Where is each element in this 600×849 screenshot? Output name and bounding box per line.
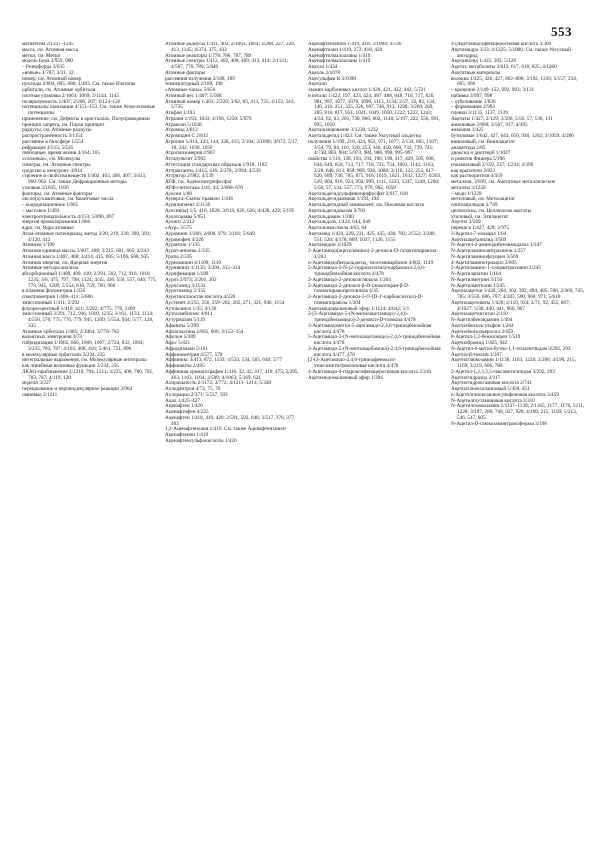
index-entry: аммония 1/425	[451, 127, 484, 134]
index-entry: 8-Ацетил-1,2-бензопирен 1/519	[451, 334, 521, 341]
index-entry: узловые 2/1035, 1036	[22, 184, 69, 191]
index-entry: Атомизм 1/190	[22, 242, 55, 249]
index-entry: Атом-атомные потенциалы, метод 3/20, 219, 220, 390, 391; 4/120, 412	[22, 230, 151, 243]
index-entry: набивка 3/997, 998	[451, 92, 493, 99]
index-entry: метиловый, см. Метилацетат	[451, 196, 515, 203]
index-entry: Атропоизомерия 2/907	[165, 150, 216, 157]
index-entry: Аулнит 2/213	[165, 219, 195, 226]
index-entry: Ацетамидин 3/1029	[308, 242, 352, 249]
index-entry: ядра, см. Ядра атомные	[22, 225, 74, 231]
index-entry: Ацал 1/425–427	[165, 397, 200, 404]
index-entry: металлов, 3/839, см. Ацетатные металлические	[451, 179, 556, 185]
index-entry: Ацетилацетанилид 3/569	[451, 236, 507, 243]
index-column-2	[165, 42, 300, 839]
index-entry: Атомная масса 1/407, 408; 3/414, 415, 605; 5/106, 508, 935	[22, 253, 149, 260]
index-entry: 2-Ацетамидо-2-дезокси-β-D-глюкопиран-β-D-глюкопиранопротоиназа 4/35	[308, 282, 410, 295]
index-entry: Ацетилацетон 1/428, 264, 302, 392, 484, 485, 596; 2/369, 745, 785; 3/556, 686, 797; 4/203, 500, 960, 971; 5/610	[451, 288, 584, 300]
index-entry: Ацетилбензолсульфон 1/264	[451, 322, 514, 329]
index-entry: N-Ацетилапатин 1/164	[451, 271, 502, 277]
index-entry: Атомные радиусы 1/411, 403; 2/1063, 1064; 3/208, 227, 228, 413, 1145; 4/374, 375, 432	[165, 42, 296, 53]
index-entry: Ацетальдимин 1/200	[308, 213, 354, 220]
index-entry: – кроцелие 2/149–152, 992, 993; 3/131	[451, 87, 535, 93]
index-entry: N-Ацетилглюкозамин 1/1137–1139; 2/1165, 1177, 1178, 1211, 1228; 3/197, 286, 748, 927, 928; 4/190, 215, 1169; 5/213, 546, 547, 605	[451, 403, 585, 421]
index-entry: интегральные выражения, см. Молекулярные интегралы	[22, 357, 147, 364]
page-number: 553	[551, 24, 572, 39]
index-entry: 5-Ацетамидо-3-N-(2-гидроксиэтил)-карбамоил-2,4,6-трииодбензойная кислота 4/478	[308, 265, 426, 277]
index-entry: 4-Ацетиламинотриацил 2/605	[451, 259, 517, 266]
index-entry: Афолон 5/389	[165, 334, 196, 341]
index-entry: «новые» 1/787; 3/31, 32	[22, 69, 74, 76]
index-entry: N-Ацетилметрин 3/156	[451, 276, 503, 283]
index-entry: Ауреомицин 4/1109, 1110	[165, 259, 221, 266]
index-entry: N-Ацетиламинофлуорен 3/569	[451, 253, 519, 260]
index-entry: лыжин карбоновых кислот 1/420, 421, 422, 442; 5/721	[308, 87, 427, 93]
index-entry: эмиссионный 2/291, 712, 916, 1010, 1235; 3/161, 1133, 1134; 4/550, 570, 775, 776, 779, 945, 1209; 5/554, 944; 5/77, 128, 335	[22, 311, 154, 329]
index-entry: n-Ацетилглиоксаиленсульфоновая кислота 3/459	[451, 391, 559, 398]
index-entry: Ауривинит 1/1135; 3/304, 312–314	[165, 265, 241, 272]
index-entry: – меди 1/1329	[451, 190, 482, 197]
index-entry: N-Ацетиламиноантрахинон 1/257	[451, 248, 526, 254]
index-entry: 2-Ацетил-1,2,3,3,5-гексаметилиндан 3/292, 293	[451, 368, 555, 375]
index-entry: волокна 1/425, 426, 427, 802–806; 3/192, 1236; 5/157, 234, 665, 666	[451, 75, 578, 88]
index-entry: перекись 1/427, 428; 3/975	[451, 225, 509, 231]
index-entry: Атофан 1/193	[165, 110, 195, 116]
index-entry: н кетали 1/422, 197, 423, 424, 487, 488, 648, 710, 717, 826, 981, 997, 1077, 1078, 1096, 1113, 1134; 2/27, 32, 82, 134, 140, 210, 251, 325, 326, 697, 746, 913, 1298; 3/268, 269, 285, 816, 817, 951, 1021, 1049, 1050, 1222, 1223, 1243; 4/34, 62, 93, 201, 738, 800, 802, 1148; 5/197, 222, 556, 991, 995, 1010	[308, 92, 441, 128]
index-entry: Аутоксинол 1/35; 4/136	[165, 305, 217, 312]
index-entry: – координационное 1/665	[22, 202, 79, 208]
index-entry: [2-(3-Ацетамидо-2,4,6-трииодфенокси)-этоксиметил]малоновая кислота 4/478	[308, 357, 399, 369]
index-entry: как красители 3/833	[451, 167, 496, 174]
index-entry: Аффинометрия 4/577, 578	[165, 351, 223, 358]
index-column-3	[308, 42, 443, 839]
index-entry: связевые 2/1211	[22, 391, 58, 398]
index-entry: 2-Ацетамидо-2-дезокси-3-О-(D-1'-карбоксиэтил)-D-глюкопираноза 1/204	[308, 294, 424, 306]
index-entry: рассеяние в биосфере 1/554	[22, 138, 84, 145]
index-entry: Ацетилгидразид 2/117	[451, 374, 501, 381]
index-entry: нуклиды 3/604, 605, 606; 1/403. См. также Изотопы	[22, 81, 136, 88]
index-entry: Аурантин 1/135	[165, 242, 200, 249]
index-entry: масса, см. Атомная масса	[22, 46, 79, 53]
index-entry: эмиссионный 1/411; 2/292	[22, 299, 80, 306]
index-columns	[22, 42, 586, 839]
index-entry: Ацетил-β-токсин 1/207	[451, 351, 502, 358]
index-entry: Ацетальдегидсульфинонрифосфат 3/617, 618	[308, 190, 408, 197]
index-entry: N-Ацетил-D-глюкозаминтрансфераза 3/198	[451, 420, 547, 427]
index-entry: плотная упаковка 2/1063, 1069; 3/1144, 1145	[22, 92, 120, 99]
index-entry: Афродизиаки 5/161	[165, 345, 208, 352]
index-entry: магнетизм 2/1237–1245	[22, 42, 74, 47]
index-entry: Ахлорацил 2/371; 5/537, 593	[165, 391, 228, 398]
index-entry: Ацетальдоль 1/424, 644, 649	[308, 219, 371, 226]
index-entry: Ацетамидомалоновый эфир 1/1124; 4/642; 5/1	[308, 305, 410, 312]
index-entry: рассеяния излучения 2/188, 189	[165, 75, 235, 82]
index-entry: Аурамофен 4/220	[165, 236, 204, 243]
index-entry: Ацетилгидроксамовая кислота 2/741	[451, 380, 532, 387]
index-entry: Аффиникс 3/413, 872, 1133; 4/533, 534, 565, 640; 5/77	[165, 357, 283, 364]
index-entry: Ацетилацетонтитан 2/110	[451, 311, 508, 318]
index-column-1	[22, 42, 157, 839]
index-entry: Аценафтенхинон 1/419, 418; 2/1094; 4/536	[308, 42, 402, 47]
index-entry: N-Ацетил-2-аминодибензимидазол 1/247	[451, 242, 542, 249]
index-entry: абсорбционный 1/408, 409, 410; 2/291, 562, 712, 916, 1010, 1235; 3/6, 475, 797, 798, 1124; 4/35, 436, 550, 557, 640, 775, 779, 945, 1209; 5/554, 610, 759, 760, 966	[22, 271, 157, 289]
index-entry: 2-Ацетиламино-1-хлорантрахинон 1/245	[451, 265, 541, 272]
index-entry: – Резерфорда 3/935	[22, 64, 65, 70]
index-entry: номер, см. Атомный номер	[22, 75, 82, 82]
index-entry: – массовое 1/403	[22, 207, 60, 214]
index-entry: Атомные реакторы 1/778, 786, 787, 789	[165, 52, 252, 59]
index-entry: строение и свойства веществ 1/402, 403, 406, 407; 3/413, 960–962. См. также Дифракционные методы	[22, 173, 147, 185]
index-entry: поляризуемость 1/407; 2/206, 207; 4/124–126	[22, 98, 121, 105]
index-entry: Аттритор 2/982; 4/139	[165, 173, 214, 180]
index-entry: Аценафтенон 1/419	[165, 432, 209, 438]
index-entry: Аутосимбиозис 4/811	[165, 311, 213, 318]
index-entry: Ацетализирование 3/1230, 1232	[308, 127, 379, 134]
index-entry: Ацетамид 1/424, 229, 231, 425, 435, 438, 783; 2/552; 3/280, 511, 520; 4/178, 809, 1037, 1126, 1155	[308, 230, 436, 243]
index-entry: Атомные орбитали 1/405; 2/1064; 3/778–782	[22, 328, 120, 335]
index-entry: Аурификация 1/189	[165, 271, 209, 277]
index-entry: Ацетали	[308, 81, 327, 88]
index-entry: Ацетат, метаболиты 3/613, 617, 618, 625; 4/1260	[451, 64, 557, 70]
index-entry: как линейные волновые функции 3/234, 235	[22, 363, 120, 369]
index-entry: анионовые 2/800; 3/567, 917; 4/495	[451, 121, 528, 128]
index-entry: Ацетаты 1/427; 2/129; 3/506; 5/56, 57, 130, 131	[451, 115, 553, 122]
index-entry: свойства 1/119, 138, 193, 194, 196, 198, 317, 429, 505, 608, 644, 649, 650, 713, 717, 718, 721, 724, 1063, 1142, 1163; 2/28, 640, 813, 858, 908, 936, 1080; 3/118, 122, 252, 617–620, 689, 736, 785, 875, 916, 1019, 1021, 1032, 1227; 4/203, 549, 804, 918, 924, 992, 999, 1111, 1223, 1247, 1248, 1260; 5/56, 57, 134, 557, 773, 979, 982, 1058	[308, 156, 442, 191]
index-entry: Аутурмахин 5/119	[165, 317, 206, 323]
index-entry: Ацетальдегидный эквивалент, см. Пиолевая кислота	[308, 202, 424, 208]
index-entry: 2-Ацетамидо-2-дезоксиглюкоза 1/204	[308, 276, 391, 283]
index-entry: флуоресцентный 1/410, 411; 2/292; 4/775, 776, 1209	[22, 305, 136, 312]
index-entry: «Атомные часы» 5/656	[165, 87, 216, 93]
index-entry: спектрометрия 1/408–411; 5/666	[22, 294, 93, 300]
index-entry: Аффинная хроматография 1/416, 32, 42, 417, 418, 475; 2/295, 463, 1163, 1164; 3/599; 4/1063; 5/169, 621	[165, 368, 299, 381]
index-entry: Атомный вес 1/407; 5/508	[165, 92, 222, 99]
index-entry: N-Ацетил-6-метил-бутил-1,1-этиленглидам 3/292, 293	[451, 345, 571, 352]
index-entry: принцип запрета, см. Паули принцип	[22, 121, 104, 128]
index-column-4	[451, 42, 586, 839]
index-entry: Атомные спектры 1/412, 402, 408, 409, 413, 414; 2/1121; 4/587, 776, 789; 5/640	[165, 58, 288, 70]
index-entry: Атразин 1/193, 1033; 4/196, 1250; 5/979	[165, 115, 252, 122]
index-entry: N-Ацетилметилин 1/245	[451, 282, 505, 289]
index-entry: Аценафтенсульфокислоты 1/420	[165, 437, 237, 444]
index-entry: Аурат-анионы 2/335	[165, 248, 210, 254]
index-entry: 3-Ацетамидо-5-(N-метилкарбамоил)-2,4,6-трииодбензойная кислота 4/477, 478	[308, 345, 441, 358]
index-entry: 5-Ацетамидо-3-(N-метилацетамидо)-2,4,6-трииодбензойная кислота 4/478	[308, 334, 441, 346]
index-entry: 3-Ацетамидометил-5-ацетамидо-2,4,6-трииодбензойная кислота 4/478	[308, 322, 432, 335]
index-entry: Ауросомид 3/1132	[165, 282, 206, 289]
index-entry: Атомные факторы	[165, 69, 206, 76]
index-entry: диацетиды 2/85	[451, 144, 486, 151]
index-entry: сродство к электрону 4/814	[22, 167, 83, 174]
index-entry: Ацетил 3/569	[451, 219, 481, 226]
index-entry: «сложные», см. Молекулы	[22, 156, 81, 162]
index-entry: изоамиловый 2/359, 237; 1/234; 4/396	[451, 161, 534, 168]
index-entry: Ацетилглюкозамин 1/1138, 1163, 1228; 3/286; 4/190, 215, 1169; 3/219, 606, 780	[451, 357, 576, 369]
index-entry: n-Ацетамидобензальдегид, тиосемикарбазон 4/602, 1149	[308, 259, 434, 266]
index-entry: Ацетамидомалоновый эфир 1/394	[308, 374, 383, 381]
index-entry: 2-[3-Ацетамидо-5-(N-метилацетамидо)-2,4,6-трииодбензамидо]-2-дезокси-D-глюкоза 4/478	[308, 311, 416, 323]
index-entry: «Аур» 3/575	[165, 225, 192, 231]
index-entry: рефракция 4/515; 5/545	[22, 144, 74, 151]
index-entry: модели 3/227	[22, 380, 52, 387]
index-entry: орбитали, см. Атомные орбитали	[22, 87, 96, 93]
index-entry: Атромид 2/812	[165, 127, 198, 134]
index-entry: Атромидин С 2/812	[165, 133, 209, 139]
index-entry: Афаниты 5/399	[165, 322, 199, 329]
index-entry: Ауксин 1/88	[165, 190, 192, 197]
index-entry: N-Ацетилглутаминовая кислота 3/310	[451, 397, 535, 404]
index-entry: Аунерса–Скиты правило 1/416	[165, 196, 234, 203]
index-entry: Аценафтилмалоаланы 1/419	[308, 52, 371, 59]
index-entry: целлюлозы, см. Целлюлозы ацетаты	[451, 207, 532, 214]
index-entry: – отбеливание 3/836	[451, 98, 496, 105]
index-entry: АТФ, см. Аденозинтрифосфат	[165, 179, 232, 185]
index-entry: метки, см. Метки	[22, 52, 61, 59]
index-entry: спектры, см. Атомные спектры	[22, 161, 91, 168]
index-entry: Афос 5/421	[165, 340, 191, 346]
index-entry: Ахлодантрон 4/72, 75, 76	[165, 386, 221, 392]
index-entry: применение, см. Дефекты в кристаллах, Полупроводники	[22, 115, 150, 122]
index-entry: Ауротиоглиоктан кислота 4/220	[165, 294, 236, 300]
index-entry: диоксид и диоттерб 1/1027	[451, 150, 511, 157]
index-entry: радиусы, см. Атомные радиусы	[22, 127, 92, 134]
index-entry: Ацетилглиоксалаиновый 5/450, 451	[451, 386, 530, 392]
index-entry: 4-(Ацетамидо)фенацеросновая кислота 3/309	[451, 42, 552, 47]
index-entry: пленки 3/1135, 1137, 1139	[451, 110, 508, 116]
index-entry: Ауроэ 2/973; 3/201, 202	[165, 276, 217, 283]
index-entry: Аттрактанты 1/415, 416; 2/378; 3/994; 4/539	[165, 167, 261, 174]
index-entry: Ауротиамид 2/335	[165, 288, 206, 295]
index-entry: Атомные методы анализа	[22, 265, 79, 272]
index-entry: число(а) квантовые, см. Квантовые числа	[22, 196, 114, 203]
index-entry: Ацетилбензолкеросил 3/459	[451, 328, 514, 335]
index-entry: Аттестация стандартных образцов 1/918, 1182	[165, 161, 268, 168]
index-entry: валентных электронов 3/73	[22, 334, 83, 341]
index-entry: Аурипигмент 2/1136	[165, 202, 211, 208]
index-entry: температурный 2/189, 190	[165, 81, 223, 88]
index-entry: Афлатоксины 2/605, 606; 3/152–154	[165, 328, 244, 335]
index-entry: Ауксин(ы) 1/5, 416, 1028; 3/619, 620, 626; 4/428, 429; 5/195	[165, 207, 295, 214]
index-entry: Аценафтофен 4/225	[165, 409, 209, 415]
index-entry: Аценафтилмалоаланы 1/419	[308, 58, 371, 65]
index-entry: Ацетатные материалы	[451, 69, 501, 76]
index-entry: Аустенит 2/255, 256, 259–262, 265, 271, 321, 946, 1154	[165, 299, 285, 306]
index-entry: Атропин 1/414, 143, 144, 328, 415; 2/104; 3/1080; 4/972; 5/17, 18, 242, 1038, 1056	[165, 138, 299, 151]
index-entry: Ацетальдегидаммиак 1/193, 194	[308, 196, 379, 203]
index-entry: 1,2-Аценафтенолон 1/419. См. также Аценафтенхинон	[165, 426, 286, 433]
index-entry: Ацетальдегидоксим 3/701	[308, 207, 366, 214]
index-entry: получение 1/199, 210, 424, 952, 971, 1077; 2/134, 665, 1107; 3/54, 79, 84, 101, 120, 253, 346, 450, 660, 732, 739, 741; 4/738, 803, 804; 5/973, 984, 988, 990, 995–997	[308, 138, 438, 157]
index-entry: как растворители 4/359	[451, 173, 503, 180]
index-entry: Ацеоль 2/1078	[308, 69, 341, 76]
index-entry: распространенность 3/1154	[22, 133, 83, 139]
index-entry: Атомный номер 1/403; 2/220; 3/82, 83, 413, 735; 4/152, 243; 5/735	[165, 98, 295, 111]
index-entry: Аценафтен 1/420	[165, 403, 203, 410]
index-entry: Аффинанты 2/495	[165, 363, 205, 369]
index-entry: Аураминн 1/366; 2/606, 979; 3/181; 5/649	[165, 230, 255, 237]
index-entry: – формование 2/993	[451, 104, 495, 111]
index-entry: Ацетальная смола 4/63, 64	[308, 225, 367, 231]
index-entry: Ацетилбромид 1/425, 942	[451, 340, 508, 346]
index-entry: олигоацилидов 3/749	[451, 202, 498, 208]
index-entry: Аукасорамы 5/651	[165, 213, 206, 220]
index-entry: Ацетамидра 3/33; 4/1225; 5/1000. См. также Уксусный ангидрид	[451, 46, 571, 59]
index-entry: виниловый, см. Винилацетат	[451, 138, 515, 145]
index-entry: 2-Ацетамидо(ацетиламино)-2-дезокси-D-галактопираноза 1/203	[308, 248, 437, 260]
index-entry: этиловый, см. Этилацетат	[451, 213, 509, 220]
index-entry: в молекулярные орбиталях 3/234, 235	[22, 351, 106, 358]
index-entry: Аценафтилен 1/419, 372, 418, 420	[308, 46, 383, 53]
index-entry: и реактив Фишера 5/196	[451, 156, 505, 162]
index-entry: Ацесал 1/434	[308, 64, 338, 70]
index-entry: гибридизация 1/1065, 666, 1066, 1067; 2/724, 832, 1064; 3/235, 783, 787; 4/102, 408, 416; 5/461, 751, 896	[22, 340, 144, 352]
index-entry: Ацетилацетонаты 1/428; 2/110, 924; 3/71, 92, 455, 807; 4/1027; 5/30, 440, 441, 966, 967	[451, 299, 571, 312]
index-entry: свободные, время жизни 4/164, 165	[22, 150, 100, 157]
index-entry: электроотрицательность 4/153; 5/896, 897	[22, 213, 115, 220]
index-entry: Ацетанилид 1/425, 305; 5/126	[451, 58, 517, 65]
index-entry: модель Бора 3/959, 960	[22, 58, 73, 65]
index-entry: факторы, см. Атомные факторы	[22, 190, 93, 197]
index-entry: Атраксин 5/1038	[165, 121, 202, 128]
index-entry: в пламени фотометрия 1/335	[22, 288, 86, 295]
index-entry: Атомная единица массы 1/407, 408; 3/215, 601, 605; 4/243	[22, 248, 149, 254]
index-entry: Ураты 2/335	[165, 253, 192, 260]
index-entry: N-Ацетилбензидамин 1/494	[451, 317, 513, 323]
index-entry: АТФ-синтетазы 1/41, 43; 3/668–670	[165, 184, 243, 191]
index-entry: ЛКАО-приближение 2/1210, 794, 1211; 3/235, 408, 780, 781, 783, 787; 4/119, 120	[22, 368, 154, 381]
index-entry: бутиловые 1/642, 427, 643, 650, 936, 1202; 3/1059; 4/286	[451, 133, 574, 139]
index-entry: потенциалы ионизации 4/151–153. См. также Атом-атомные потенциалы	[22, 104, 156, 116]
index-entry: металлы 3/1258	[451, 184, 486, 191]
index-entry: 4-Ацетамидо-4-гидроксифенацеросновая кислота 3/310	[308, 368, 431, 375]
index-entry: 3-Ацетил-7-изоацил 1/64	[451, 230, 507, 237]
index-entry: Ацетальдегид 1/423. См. также Уксусный альдегид	[308, 133, 422, 139]
index-entry: Ацесульфам К 3/1090	[308, 75, 356, 82]
index-entry: Атомная энергия, см. Ядерная энергия	[22, 259, 108, 266]
index-entry: Аттапульгит 3/902	[165, 156, 206, 162]
index-entry: перекрывание и перпендикулярное реакции 3/964	[22, 386, 133, 392]
index-entry: энергия промотирования 1/666	[22, 219, 91, 226]
index-entry: Аценафтен 1/418, 419, 420; 2/591, 593, 846; 3/517, 376, 377, 463	[165, 414, 296, 427]
index-entry: Ахиральность 2/1172; 3/772; 4/1211–1213; 5/338	[165, 380, 271, 387]
